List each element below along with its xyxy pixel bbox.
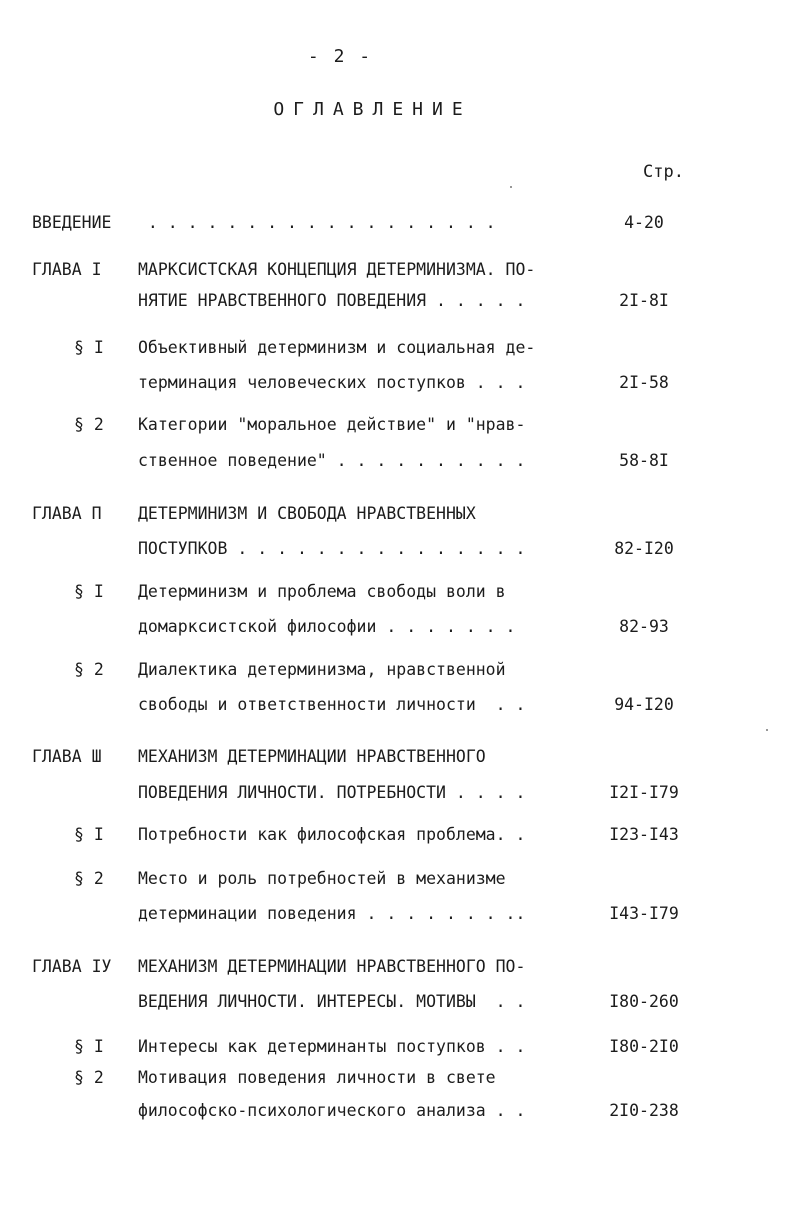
chapter-label: ВВЕДЕНИЕ: [32, 213, 112, 232]
toc-entry-text: свободы и ответственности личности . .: [138, 695, 526, 714]
toc-entry-text: детерминации поведения . . . . . . . ..: [138, 904, 526, 923]
toc-entry-text: ственное поведение" . . . . . . . . . .: [138, 451, 526, 470]
chapter-label: ГЛАВА Ш: [32, 747, 102, 766]
toc-entry-text: ВЕДЕНИЯ ЛИЧНОСТИ. ИНТЕРЕСЫ. МОТИВЫ . .: [138, 992, 526, 1011]
toc-entry-text: Потребности как философская проблема. .: [138, 825, 526, 844]
page-range: 82-93: [619, 617, 669, 636]
page-range: 2I0-238: [609, 1101, 679, 1120]
toc-line: [0, 580, 793, 604]
toc-line: [0, 823, 793, 847]
toc-line: [0, 537, 793, 561]
toc-line: [0, 289, 793, 313]
toc-entry-text: Место и роль потребностей в механизме: [138, 869, 506, 888]
scan-speck: [766, 729, 768, 731]
toc-entry-text: МЕХАНИЗМ ДЕТЕРМИНАЦИИ НРАВСТВЕННОГО: [138, 747, 486, 766]
page-number: - 2 -: [307, 46, 373, 67]
section-number: § I: [74, 825, 104, 844]
page-range: I80-2I0: [609, 1037, 679, 1056]
toc-line: [0, 955, 793, 979]
toc-line: [0, 449, 793, 473]
page-range: 4-20: [624, 213, 664, 232]
toc-entry-text: НЯТИЕ НРАВСТВЕННОГО ПОВЕДЕНИЯ . . . . .: [138, 291, 526, 310]
toc-entry-text: Категории "моральное действие" и "нрав-: [138, 415, 526, 434]
toc-entry-text: домарксистской философии . . . . . . .: [138, 617, 516, 636]
section-number: § 2: [74, 1068, 104, 1087]
toc-line: [0, 781, 793, 805]
page-range: I43-I79: [609, 904, 679, 923]
toc-line: [0, 413, 793, 437]
toc-line: [0, 1035, 793, 1059]
page-range: I23-I43: [609, 825, 679, 844]
toc-line: [0, 693, 793, 717]
page-range: 58-8I: [619, 451, 669, 470]
toc-line: [0, 211, 793, 235]
section-number: § 2: [74, 660, 104, 679]
toc-line: [0, 745, 793, 769]
section-number: § 2: [74, 415, 104, 434]
section-number: § I: [74, 1037, 104, 1056]
page-column-header: Стр.: [643, 162, 684, 182]
toc-entry-text: Детерминизм и проблема свободы воли в: [138, 582, 506, 601]
section-number: § 2: [74, 869, 104, 888]
toc-line: [0, 615, 793, 639]
page-range: I80-260: [609, 992, 679, 1011]
toc-entry-text: ПОСТУПКОВ . . . . . . . . . . . . . . .: [138, 539, 526, 558]
section-number: § I: [74, 338, 104, 357]
toc-entry-text: Интересы как детерминанты поступков . .: [138, 1037, 526, 1056]
toc-line: [0, 658, 793, 682]
toc-line: [0, 502, 793, 526]
toc-line: [0, 867, 793, 891]
toc-entry-text: МЕХАНИЗМ ДЕТЕРМИНАЦИИ НРАВСТВЕННОГО ПО-: [138, 957, 526, 976]
toc-entry-text: Объективный детерминизм и социальная де-: [138, 338, 536, 357]
toc-entry-text: Диалектика детерминизма, нравственной: [138, 660, 506, 679]
toc-line: [0, 336, 793, 360]
chapter-label: ГЛАВА IУ: [32, 957, 112, 976]
toc-line: [0, 1099, 793, 1123]
page-range: 2I-8I: [619, 291, 669, 310]
toc-entry-text: Мотивация поведения личности в свете: [138, 1068, 496, 1087]
toc-entry-text: философско-психологического анализа . .: [138, 1101, 526, 1120]
page-range: 2I-58: [619, 373, 669, 392]
toc-line: [0, 902, 793, 926]
toc-entry-text: МАРКСИСТСКАЯ КОНЦЕПЦИЯ ДЕТЕРМИНИЗМА. ПО-: [138, 260, 536, 279]
page-range: I2I-I79: [609, 783, 679, 802]
toc-entry-text: ДЕТЕРМИНИЗМ И СВОБОДА НРАВСТВЕННЫХ: [138, 504, 476, 523]
chapter-label: ГЛАВА I: [32, 260, 102, 279]
page-range: 94-I20: [614, 695, 674, 714]
page-title: ОГЛАВЛЕНИЕ: [273, 99, 472, 120]
toc-line: [0, 990, 793, 1014]
toc-line: [0, 1066, 793, 1090]
toc-entry-text: ПОВЕДЕНИЯ ЛИЧНОСТИ. ПОТРЕБНОСТИ . . . .: [138, 783, 526, 802]
toc-line: [0, 371, 793, 395]
scan-speck: [510, 186, 512, 188]
chapter-label: ГЛАВА П: [32, 504, 102, 523]
page-range: 82-I20: [614, 539, 674, 558]
toc-entry-text: терминация человеческих поступков . . .: [138, 373, 526, 392]
toc-line: [0, 258, 793, 282]
section-number: § I: [74, 582, 104, 601]
toc-entry-text: . . . . . . . . . . . . . . . . . .: [138, 213, 496, 232]
